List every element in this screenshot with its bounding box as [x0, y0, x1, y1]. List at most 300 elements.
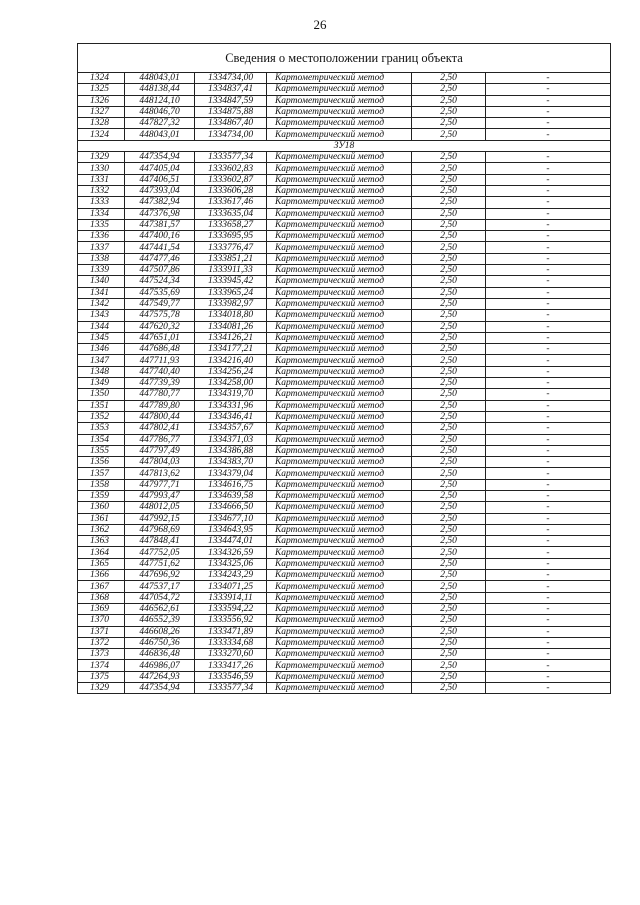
y-coordinate-cell: 1334837,41: [195, 84, 267, 95]
y-coordinate-cell: 1333982,97: [195, 298, 267, 309]
table-row: [78, 536, 611, 547]
precision-cell: 2,50: [412, 536, 486, 547]
precision-cell: 2,50: [412, 185, 486, 196]
precision-cell: 2,50: [412, 490, 486, 501]
x-coordinate-cell: 447405,04: [125, 163, 195, 174]
point-number-cell: 1354: [78, 434, 125, 445]
description-cell: -: [486, 276, 611, 287]
point-number-cell: 1334: [78, 208, 125, 219]
precision-cell: 2,50: [412, 468, 486, 479]
point-number-cell: 1336: [78, 231, 125, 242]
y-coordinate-cell: 1334346,41: [195, 411, 267, 422]
method-cell: Картометрический метод: [267, 683, 412, 694]
point-number-cell: 1337: [78, 242, 125, 253]
x-coordinate-cell: 447789,80: [125, 400, 195, 411]
x-coordinate-cell: 447354,94: [125, 683, 195, 694]
description-cell: -: [486, 129, 611, 140]
precision-cell: 2,50: [412, 265, 486, 276]
point-number-cell: 1351: [78, 400, 125, 411]
y-coordinate-cell: 1334018,80: [195, 310, 267, 321]
table-row: [78, 84, 611, 95]
point-number-cell: 1341: [78, 287, 125, 298]
precision-cell: 2,50: [412, 411, 486, 422]
table-row: [78, 479, 611, 490]
point-number-cell: 1327: [78, 106, 125, 117]
x-coordinate-cell: 447264,93: [125, 671, 195, 682]
x-coordinate-cell: 447441,54: [125, 242, 195, 253]
y-coordinate-cell: 1334875,88: [195, 106, 267, 117]
method-cell: Картометрический метод: [267, 671, 412, 682]
y-coordinate-cell: 1334256,24: [195, 366, 267, 377]
table-row: [78, 231, 611, 242]
x-coordinate-cell: 447537,17: [125, 581, 195, 592]
description-cell: -: [486, 231, 611, 242]
method-cell: Картометрический метод: [267, 152, 412, 163]
y-coordinate-cell: 1333635,04: [195, 208, 267, 219]
point-number-cell: 1328: [78, 118, 125, 129]
method-cell: Картометрический метод: [267, 615, 412, 626]
method-cell: Картометрический метод: [267, 524, 412, 535]
description-cell: -: [486, 502, 611, 513]
x-coordinate-cell: 447686,48: [125, 344, 195, 355]
precision-cell: 2,50: [412, 163, 486, 174]
point-number-cell: 1345: [78, 332, 125, 343]
table-row: [78, 683, 611, 694]
table-row: [78, 310, 611, 321]
x-coordinate-cell: 447651,01: [125, 332, 195, 343]
method-cell: Картометрический метод: [267, 276, 412, 287]
description-cell: -: [486, 423, 611, 434]
precision-cell: 2,50: [412, 242, 486, 253]
method-cell: Картометрический метод: [267, 129, 412, 140]
table-row: [78, 355, 611, 366]
method-cell: Картометрический метод: [267, 479, 412, 490]
method-cell: Картометрический метод: [267, 106, 412, 117]
precision-cell: 2,50: [412, 298, 486, 309]
y-coordinate-cell: 1333617,46: [195, 197, 267, 208]
point-number-cell: 1352: [78, 411, 125, 422]
y-coordinate-cell: 1333471,89: [195, 626, 267, 637]
y-coordinate-cell: 1334326,59: [195, 547, 267, 558]
x-coordinate-cell: 447376,98: [125, 208, 195, 219]
y-coordinate-cell: 1333594,22: [195, 603, 267, 614]
description-cell: -: [486, 310, 611, 321]
precision-cell: 2,50: [412, 332, 486, 343]
description-cell: -: [486, 603, 611, 614]
x-coordinate-cell: 447381,57: [125, 219, 195, 230]
table-row: [78, 152, 611, 163]
description-cell: -: [486, 95, 611, 106]
precision-cell: 2,50: [412, 615, 486, 626]
table-row: [78, 592, 611, 603]
x-coordinate-cell: 447797,49: [125, 445, 195, 456]
description-cell: -: [486, 321, 611, 332]
description-cell: -: [486, 287, 611, 298]
precision-cell: 2,50: [412, 152, 486, 163]
precision-cell: 2,50: [412, 129, 486, 140]
precision-cell: 2,50: [412, 637, 486, 648]
x-coordinate-cell: 447620,32: [125, 321, 195, 332]
y-coordinate-cell: 1334616,75: [195, 479, 267, 490]
method-cell: Картометрический метод: [267, 310, 412, 321]
table-row: [78, 524, 611, 535]
x-coordinate-cell: 447752,05: [125, 547, 195, 558]
x-coordinate-cell: 447696,92: [125, 570, 195, 581]
y-coordinate-cell: 1334177,21: [195, 344, 267, 355]
precision-cell: 2,50: [412, 660, 486, 671]
description-cell: -: [486, 468, 611, 479]
table-row: [78, 366, 611, 377]
point-number-cell: 1355: [78, 445, 125, 456]
point-number-cell: 1373: [78, 649, 125, 660]
y-coordinate-cell: 1333334,68: [195, 637, 267, 648]
table-title-row: [78, 44, 611, 73]
y-coordinate-cell: 1334386,88: [195, 445, 267, 456]
precision-cell: 2,50: [412, 219, 486, 230]
method-cell: Картометрический метод: [267, 84, 412, 95]
description-cell: -: [486, 558, 611, 569]
description-cell: -: [486, 366, 611, 377]
precision-cell: 2,50: [412, 321, 486, 332]
method-cell: Картометрический метод: [267, 649, 412, 660]
precision-cell: 2,50: [412, 208, 486, 219]
y-coordinate-cell: 1334383,70: [195, 457, 267, 468]
method-cell: Картометрический метод: [267, 185, 412, 196]
y-coordinate-cell: 1334258,00: [195, 378, 267, 389]
point-number-cell: 1366: [78, 570, 125, 581]
precision-cell: 2,50: [412, 445, 486, 456]
x-coordinate-cell: 446608,26: [125, 626, 195, 637]
point-number-cell: 1331: [78, 174, 125, 185]
point-number-cell: 1346: [78, 344, 125, 355]
point-number-cell: 1353: [78, 423, 125, 434]
point-number-cell: 1357: [78, 468, 125, 479]
method-cell: Картометрический метод: [267, 265, 412, 276]
table-row: [78, 615, 611, 626]
point-number-cell: 1365: [78, 558, 125, 569]
description-cell: -: [486, 490, 611, 501]
precision-cell: 2,50: [412, 231, 486, 242]
table-row: [78, 445, 611, 456]
x-coordinate-cell: 448046,70: [125, 106, 195, 117]
point-number-cell: 1324: [78, 129, 125, 140]
description-cell: -: [486, 649, 611, 660]
point-number-cell: 1329: [78, 152, 125, 163]
method-cell: Картометрический метод: [267, 355, 412, 366]
table-row: [78, 174, 611, 185]
y-coordinate-cell: 1334639,58: [195, 490, 267, 501]
method-cell: Картометрический метод: [267, 366, 412, 377]
table-row: [78, 208, 611, 219]
y-coordinate-cell: 1333695,95: [195, 231, 267, 242]
description-cell: -: [486, 445, 611, 456]
point-number-cell: 1361: [78, 513, 125, 524]
method-cell: Картометрический метод: [267, 73, 412, 84]
x-coordinate-cell: 447393,04: [125, 185, 195, 196]
method-cell: Картометрический метод: [267, 287, 412, 298]
description-cell: -: [486, 626, 611, 637]
table-row: [78, 253, 611, 264]
point-number-cell: 1344: [78, 321, 125, 332]
table-row: [78, 106, 611, 117]
y-coordinate-cell: 1334081,26: [195, 321, 267, 332]
table-row: [78, 570, 611, 581]
method-cell: Картометрический метод: [267, 344, 412, 355]
y-coordinate-cell: 1334371,03: [195, 434, 267, 445]
y-coordinate-cell: 1333270,60: [195, 649, 267, 660]
point-number-cell: 1325: [78, 84, 125, 95]
y-coordinate-cell: 1334325,06: [195, 558, 267, 569]
x-coordinate-cell: 447575,78: [125, 310, 195, 321]
point-number-cell: 1342: [78, 298, 125, 309]
description-cell: -: [486, 378, 611, 389]
table-row: [78, 558, 611, 569]
x-coordinate-cell: 448138,44: [125, 84, 195, 95]
method-cell: Картометрический метод: [267, 547, 412, 558]
method-cell: Картометрический метод: [267, 490, 412, 501]
table-row: [78, 649, 611, 660]
y-coordinate-cell: 1334357,67: [195, 423, 267, 434]
x-coordinate-cell: 447968,69: [125, 524, 195, 535]
description-cell: -: [486, 660, 611, 671]
description-cell: -: [486, 547, 611, 558]
method-cell: Картометрический метод: [267, 457, 412, 468]
method-cell: Картометрический метод: [267, 378, 412, 389]
y-coordinate-cell: 1333417,26: [195, 660, 267, 671]
precision-cell: 2,50: [412, 671, 486, 682]
method-cell: Картометрический метод: [267, 637, 412, 648]
description-cell: -: [486, 457, 611, 468]
method-cell: Картометрический метод: [267, 558, 412, 569]
y-coordinate-cell: 1334331,96: [195, 400, 267, 411]
table-row: [78, 603, 611, 614]
precision-cell: 2,50: [412, 570, 486, 581]
description-cell: -: [486, 524, 611, 535]
method-cell: Картометрический метод: [267, 253, 412, 264]
point-number-cell: 1375: [78, 671, 125, 682]
method-cell: Картометрический метод: [267, 660, 412, 671]
method-cell: Картометрический метод: [267, 581, 412, 592]
point-number-cell: 1359: [78, 490, 125, 501]
y-coordinate-cell: 1333914,11: [195, 592, 267, 603]
point-number-cell: 1340: [78, 276, 125, 287]
x-coordinate-cell: 447780,77: [125, 389, 195, 400]
table-row: [78, 265, 611, 276]
precision-cell: 2,50: [412, 118, 486, 129]
y-coordinate-cell: 1333602,87: [195, 174, 267, 185]
description-cell: -: [486, 570, 611, 581]
method-cell: Картометрический метод: [267, 197, 412, 208]
table-row: [78, 276, 611, 287]
description-cell: -: [486, 84, 611, 95]
y-coordinate-cell: 1333965,24: [195, 287, 267, 298]
x-coordinate-cell: 446562,61: [125, 603, 195, 614]
table-row: [78, 547, 611, 558]
precision-cell: 2,50: [412, 389, 486, 400]
precision-cell: 2,50: [412, 106, 486, 117]
description-cell: -: [486, 592, 611, 603]
y-coordinate-cell: 1334474,01: [195, 536, 267, 547]
description-cell: -: [486, 253, 611, 264]
description-cell: -: [486, 185, 611, 196]
method-cell: Картометрический метод: [267, 626, 412, 637]
method-cell: Картометрический метод: [267, 592, 412, 603]
table-row: [78, 457, 611, 468]
x-coordinate-cell: 447993,47: [125, 490, 195, 501]
table-row: [78, 490, 611, 501]
x-coordinate-cell: 447535,69: [125, 287, 195, 298]
point-number-cell: 1363: [78, 536, 125, 547]
method-cell: Картометрический метод: [267, 513, 412, 524]
y-coordinate-cell: 1333556,92: [195, 615, 267, 626]
point-number-cell: 1360: [78, 502, 125, 513]
method-cell: Картометрический метод: [267, 332, 412, 343]
x-coordinate-cell: 447848,41: [125, 536, 195, 547]
y-coordinate-cell: 1334379,04: [195, 468, 267, 479]
page-number: 26: [313, 17, 327, 32]
x-coordinate-cell: 447804,03: [125, 457, 195, 468]
method-cell: Картометрический метод: [267, 219, 412, 230]
y-coordinate-cell: 1334734,00: [195, 129, 267, 140]
point-number-cell: 1333: [78, 197, 125, 208]
table-row: [78, 344, 611, 355]
x-coordinate-cell: 446750,36: [125, 637, 195, 648]
x-coordinate-cell: 448012,05: [125, 502, 195, 513]
method-cell: Картометрический метод: [267, 445, 412, 456]
y-coordinate-cell: 1334666,50: [195, 502, 267, 513]
y-coordinate-cell: 1334071,25: [195, 581, 267, 592]
method-cell: Картометрический метод: [267, 321, 412, 332]
x-coordinate-cell: 446836,48: [125, 649, 195, 660]
description-cell: -: [486, 332, 611, 343]
x-coordinate-cell: 446986,07: [125, 660, 195, 671]
precision-cell: 2,50: [412, 457, 486, 468]
table-row: [78, 468, 611, 479]
x-coordinate-cell: 447992,15: [125, 513, 195, 524]
table-row: [78, 95, 611, 106]
method-cell: Картометрический метод: [267, 389, 412, 400]
point-number-cell: 1358: [78, 479, 125, 490]
method-cell: Картометрический метод: [267, 174, 412, 185]
table-title: Сведения о местоположении границ объекта: [78, 44, 611, 73]
x-coordinate-cell: 447813,62: [125, 468, 195, 479]
precision-cell: 2,50: [412, 513, 486, 524]
precision-cell: 2,50: [412, 547, 486, 558]
description-cell: -: [486, 513, 611, 524]
precision-cell: 2,50: [412, 366, 486, 377]
description-cell: -: [486, 118, 611, 129]
method-cell: Картометрический метод: [267, 468, 412, 479]
description-cell: -: [486, 208, 611, 219]
y-coordinate-cell: 1333776,47: [195, 242, 267, 253]
point-number-cell: 1338: [78, 253, 125, 264]
point-number-cell: 1332: [78, 185, 125, 196]
point-number-cell: 1343: [78, 310, 125, 321]
y-coordinate-cell: 1334126,21: [195, 332, 267, 343]
point-number-cell: 1362: [78, 524, 125, 535]
x-coordinate-cell: 446552,39: [125, 615, 195, 626]
table-row: [78, 129, 611, 140]
x-coordinate-cell: 447477,46: [125, 253, 195, 264]
precision-cell: 2,50: [412, 73, 486, 84]
precision-cell: 2,50: [412, 310, 486, 321]
y-coordinate-cell: 1334216,40: [195, 355, 267, 366]
precision-cell: 2,50: [412, 479, 486, 490]
precision-cell: 2,50: [412, 592, 486, 603]
x-coordinate-cell: 447406,51: [125, 174, 195, 185]
method-cell: Картометрический метод: [267, 570, 412, 581]
section-label: ЗУ18: [78, 140, 611, 151]
description-cell: -: [486, 73, 611, 84]
point-number-cell: 1370: [78, 615, 125, 626]
table-row: [78, 671, 611, 682]
table-row: [78, 434, 611, 445]
description-cell: -: [486, 219, 611, 230]
table-row: [78, 581, 611, 592]
point-number-cell: 1349: [78, 378, 125, 389]
description-cell: -: [486, 152, 611, 163]
table-row: [78, 411, 611, 422]
point-number-cell: 1374: [78, 660, 125, 671]
x-coordinate-cell: 447382,94: [125, 197, 195, 208]
point-number-cell: 1368: [78, 592, 125, 603]
x-coordinate-cell: 447802,41: [125, 423, 195, 434]
method-cell: Картометрический метод: [267, 502, 412, 513]
x-coordinate-cell: 447751,62: [125, 558, 195, 569]
description-cell: -: [486, 174, 611, 185]
precision-cell: 2,50: [412, 400, 486, 411]
precision-cell: 2,50: [412, 253, 486, 264]
table-row: [78, 332, 611, 343]
description-cell: -: [486, 106, 611, 117]
precision-cell: 2,50: [412, 84, 486, 95]
x-coordinate-cell: 447507,86: [125, 265, 195, 276]
table-row: [78, 185, 611, 196]
x-coordinate-cell: 448043,01: [125, 73, 195, 84]
description-cell: -: [486, 536, 611, 547]
description-cell: -: [486, 242, 611, 253]
table-row: [78, 660, 611, 671]
precision-cell: 2,50: [412, 287, 486, 298]
description-cell: -: [486, 265, 611, 276]
x-coordinate-cell: 448124,10: [125, 95, 195, 106]
description-cell: -: [486, 637, 611, 648]
x-coordinate-cell: 447827,32: [125, 118, 195, 129]
description-cell: -: [486, 581, 611, 592]
description-cell: -: [486, 615, 611, 626]
y-coordinate-cell: 1333546,59: [195, 671, 267, 682]
description-cell: -: [486, 411, 611, 422]
x-coordinate-cell: 447054,72: [125, 592, 195, 603]
table-row: [78, 197, 611, 208]
description-cell: -: [486, 434, 611, 445]
method-cell: Картометрический метод: [267, 231, 412, 242]
point-number-cell: 1367: [78, 581, 125, 592]
precision-cell: 2,50: [412, 174, 486, 185]
section-row: [78, 140, 611, 151]
x-coordinate-cell: 447786,77: [125, 434, 195, 445]
y-coordinate-cell: 1333577,34: [195, 683, 267, 694]
method-cell: Картометрический метод: [267, 242, 412, 253]
table-row: [78, 287, 611, 298]
method-cell: Картометрический метод: [267, 536, 412, 547]
precision-cell: 2,50: [412, 378, 486, 389]
x-coordinate-cell: 447524,34: [125, 276, 195, 287]
precision-cell: 2,50: [412, 502, 486, 513]
y-coordinate-cell: 1334867,40: [195, 118, 267, 129]
precision-cell: 2,50: [412, 355, 486, 366]
boundary-table: [77, 43, 611, 694]
